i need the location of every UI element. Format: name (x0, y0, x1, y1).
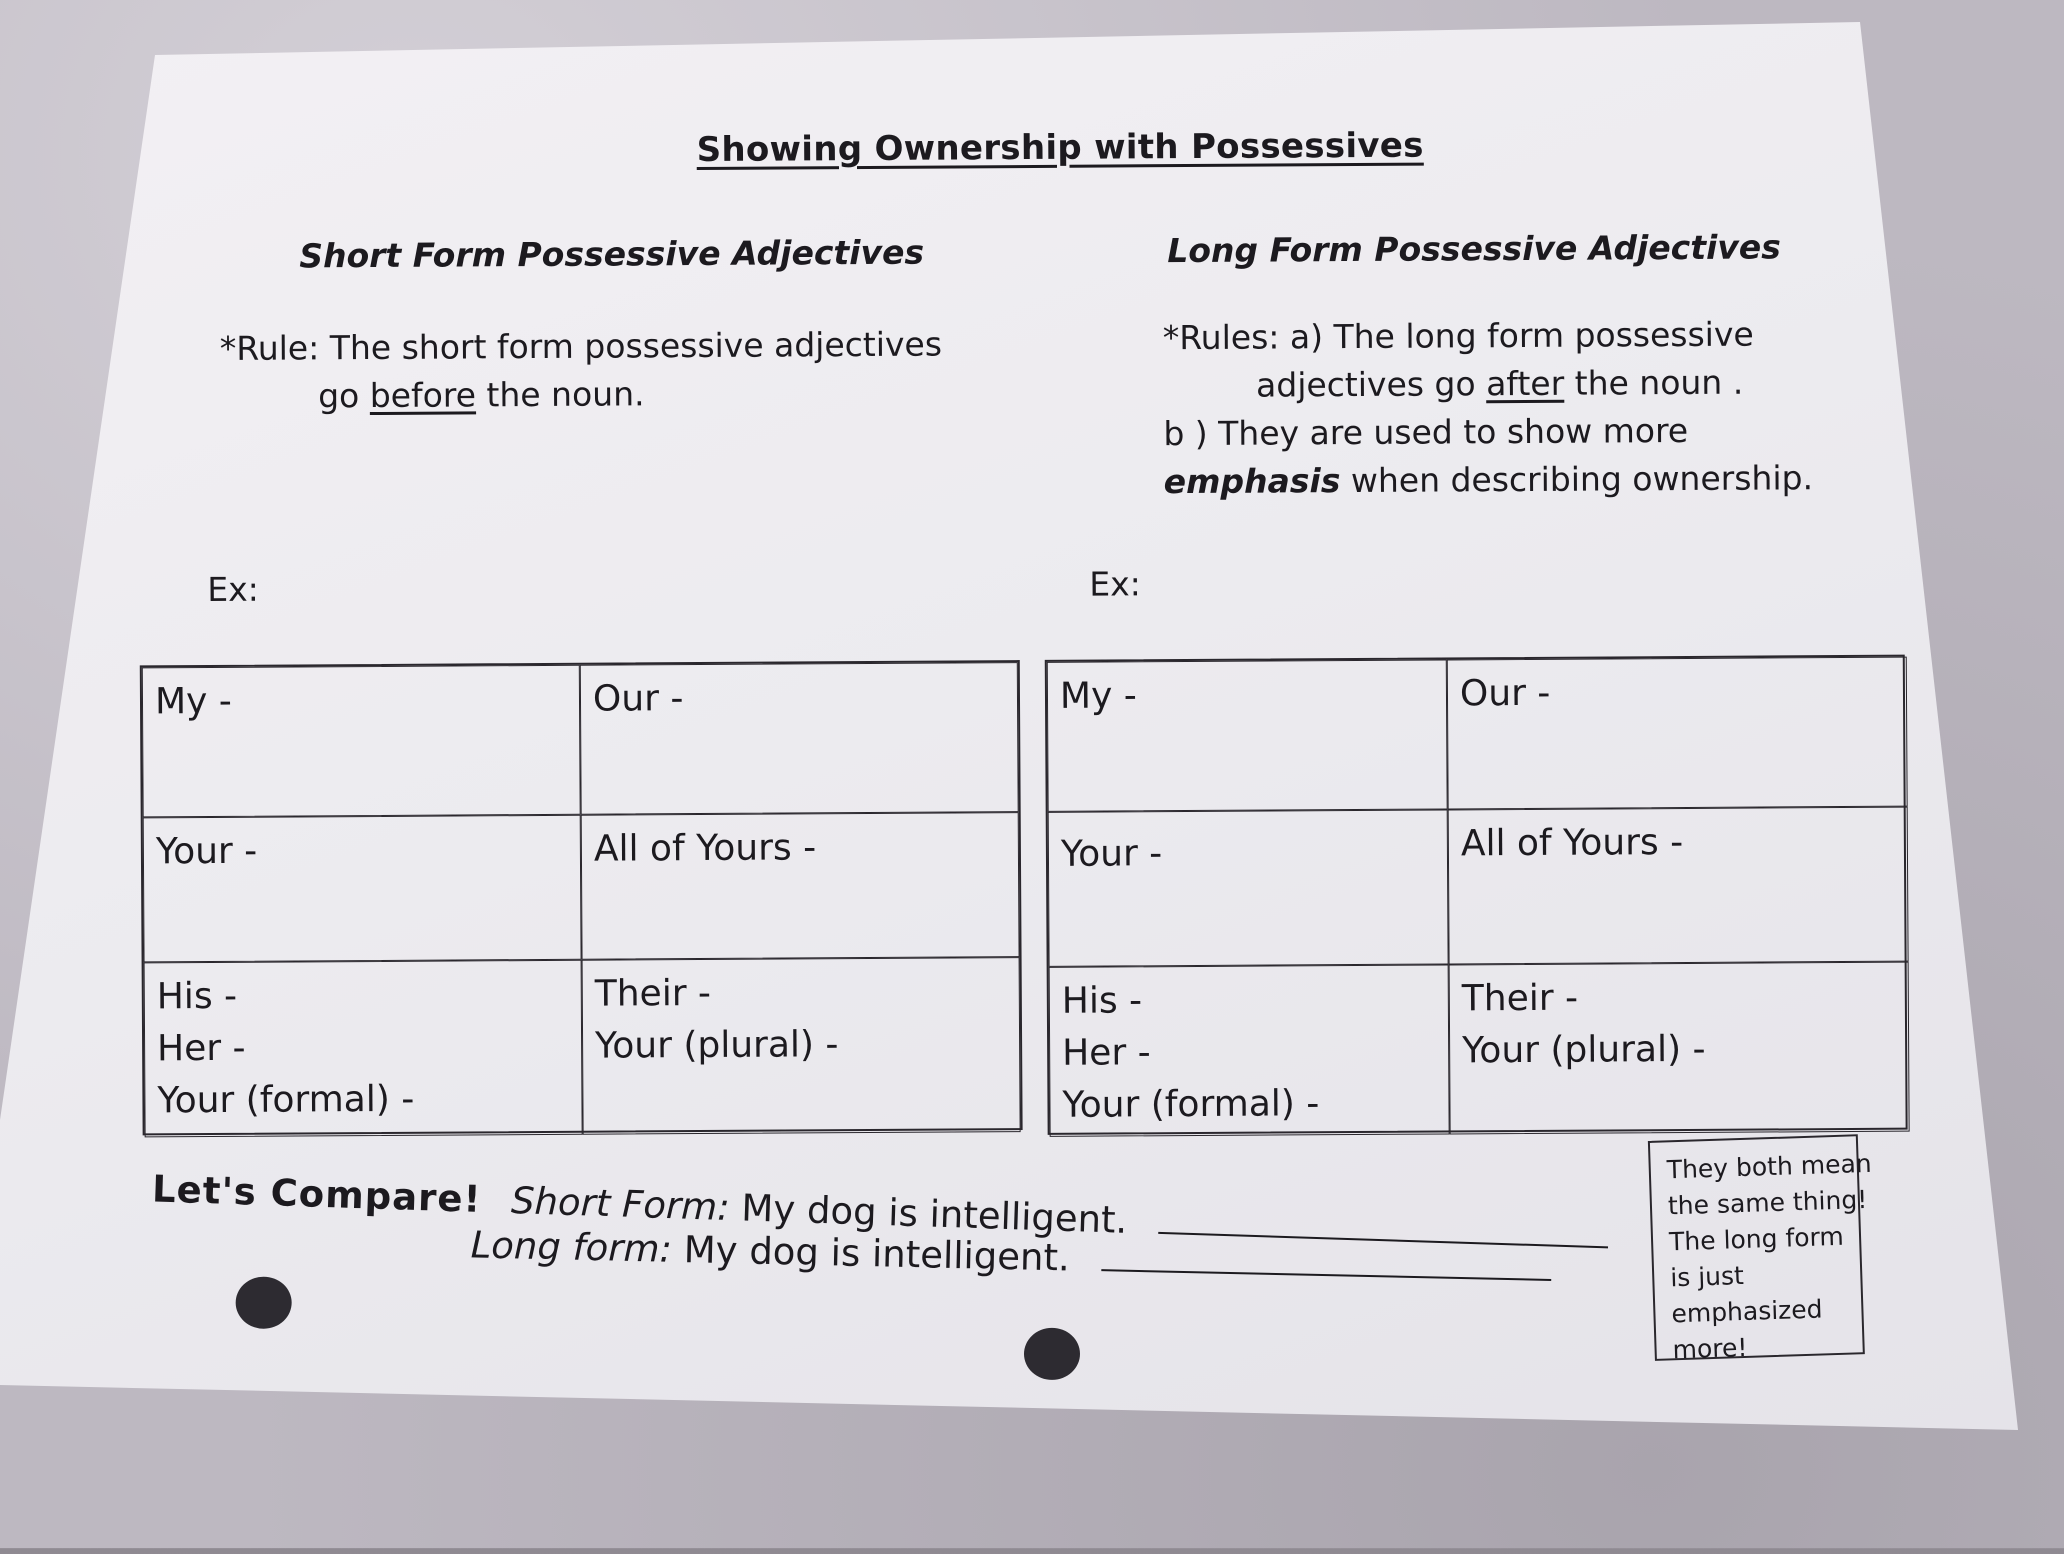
long-form-cell-all-of-yours (1448, 807, 1909, 965)
note-line: They both mean (1666, 1148, 1873, 1185)
long-form-your-plural-label: Your (plural) - (1462, 1028, 1706, 1072)
short-form-our-label: Our - (592, 678, 684, 720)
short-form-all-of-yours-label: All of Yours - (593, 827, 817, 870)
punch-hole-center (1024, 1328, 1080, 1380)
long-form-his-label: His - (1061, 980, 1143, 1022)
short-form-cell-your (143, 815, 582, 963)
short-form-rule-go: go (318, 376, 360, 416)
compare-short-label: Short Form: (510, 1178, 731, 1229)
short-form-your-formal-label: Your (formal) - (157, 1078, 415, 1122)
compare-lead: Let's Compare! (151, 1167, 483, 1221)
short-form-table (140, 660, 1023, 1135)
short-form-ex-label: Ex: (207, 569, 259, 610)
note-line: is just (1669, 1261, 1745, 1293)
short-form-cell-our (580, 662, 1019, 815)
long-form-cell-his-her (1049, 964, 1450, 1136)
long-form-rule-after: after (1486, 363, 1565, 404)
long-form-all-of-yours-label: All of Yours - (1460, 822, 1684, 865)
short-form-her-label: Her - (156, 1027, 246, 1070)
short-form-heading: Short Form Possessive Adjectives (299, 232, 925, 276)
long-form-heading: Long Form Possessive Adjectives (1167, 227, 1782, 271)
long-form-rule-a-end: the noun . (1574, 362, 1744, 403)
compare-long-label: Long form: (470, 1223, 673, 1271)
long-form-rule-b-end: when describing ownership. (1350, 458, 1814, 501)
short-form-cell-his-her (144, 960, 583, 1138)
long-form-rule-a-line2: adjectives go (1255, 364, 1476, 405)
long-form-your-formal-label: Your (formal) - (1062, 1083, 1320, 1126)
short-form-your-plural-label: Your (plural) - (594, 1024, 839, 1067)
long-form-ex-label: Ex: (1089, 564, 1141, 604)
note-line: The long form (1668, 1221, 1845, 1257)
worksheet-title: Showing Ownership with Possessives (696, 125, 1424, 171)
short-form-cell-their (582, 957, 1021, 1135)
compare-long-sentence: My dog is intelligent. (683, 1228, 1071, 1280)
punch-hole-left (236, 1277, 292, 1329)
long-form-my-label: My - (1059, 675, 1137, 717)
short-form-his-label: His - (156, 975, 238, 1018)
long-form-her-label: Her - (1062, 1032, 1151, 1074)
long-form-rule-emphasis: emphasis (1163, 461, 1341, 502)
short-form-their-label: Their - (594, 972, 712, 1015)
long-form-rule-a-line1: *Rules: a) The long form possessive (1162, 314, 1754, 358)
compare-long-answer-line[interactable] (1101, 1269, 1551, 1281)
long-form-their-label: Their - (1461, 977, 1579, 1020)
long-form-cell-our (1447, 657, 1908, 810)
long-form-our-label: Our - (1459, 672, 1551, 715)
short-form-rule-before: before (369, 375, 477, 416)
long-form-cell-their (1449, 962, 1910, 1135)
short-form-cell-all-of-yours (581, 812, 1020, 960)
short-form-cell-my (142, 665, 581, 818)
long-form-rule-b-line1: b ) They are used to show more (1163, 410, 1689, 454)
long-form-cell-my (1047, 659, 1448, 811)
compare-short-sentence: My dog is intelligent. (740, 1186, 1129, 1242)
short-form-rule-line1: *Rule: The short form possessive adjectives (219, 324, 943, 368)
note-line: the same thing! (1667, 1184, 1868, 1221)
short-form-your-label: Your - (155, 830, 258, 873)
short-form-rule (220, 321, 943, 421)
long-form-cell-your (1048, 809, 1449, 966)
short-form-rule-end: the noun. (486, 374, 645, 415)
short-form-my-label: My - (154, 680, 232, 723)
note-box (1648, 1134, 1873, 1365)
note-line: emphasized (1670, 1294, 1823, 1329)
long-form-your-label: Your - (1060, 833, 1163, 875)
long-form-rules (1163, 310, 1814, 506)
note-line: more! (1672, 1332, 1748, 1365)
long-form-table (1045, 655, 1908, 1135)
